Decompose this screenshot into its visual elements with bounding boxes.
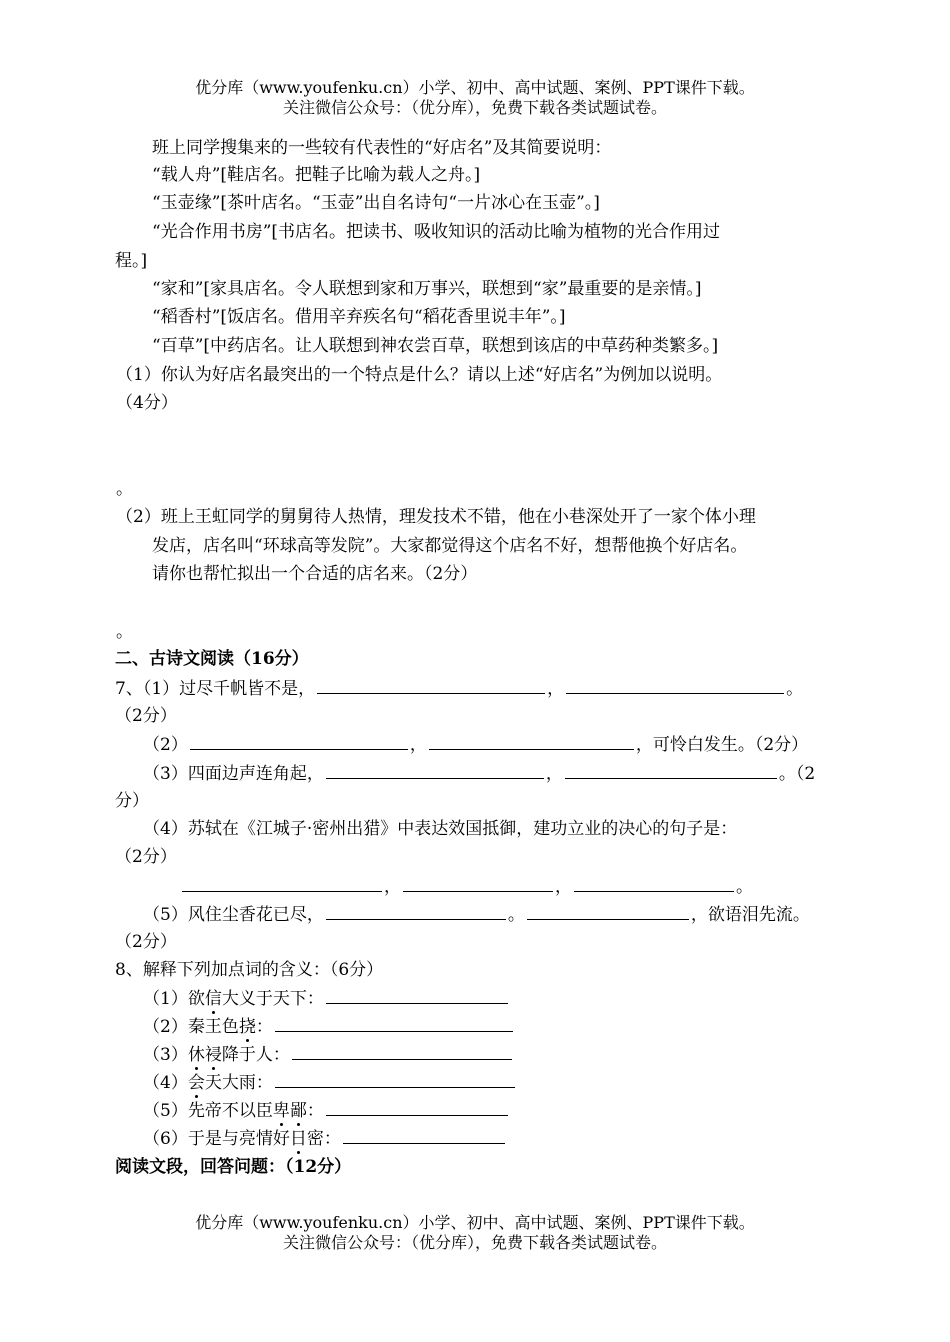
question-1-answer-end: 。 bbox=[116, 479, 133, 499]
intro-text: 班上同学搜集来的一些较有代表性的“好店名”及其简要说明： bbox=[152, 138, 612, 158]
q8-item-4 bbox=[143, 1071, 517, 1094]
answer-blank[interactable] bbox=[190, 733, 408, 750]
shop-item-5: “稻香村”[饭店名。借用辛弃疾名句“稻花香里说丰年”。] bbox=[152, 307, 566, 327]
q7-p3-suffix: 。（2 bbox=[778, 764, 816, 784]
q7-part-2 bbox=[143, 733, 808, 756]
q8-item-num: （4） bbox=[143, 1073, 188, 1093]
q8-text: 大义于天下： bbox=[221, 989, 324, 1009]
dotted-word: 卑 bbox=[272, 1101, 290, 1121]
comma: ， bbox=[555, 877, 572, 897]
q7-p3-prefix: （3）四面边声连角起， bbox=[143, 764, 324, 784]
header-line-2: 关注微信公众号：（优分库），免费下载各类试题试卷。 bbox=[282, 98, 667, 117]
answer-blank[interactable] bbox=[326, 762, 544, 779]
question-1-text: （1）你认为好店名最突出的一个特点是什么？请以上述“好店名”为例加以说明。 bbox=[116, 365, 723, 385]
shop-item-2: “玉壶缘”[茶叶店名。“玉壶”出自名诗句“一片冰心在玉壶”。] bbox=[152, 193, 600, 213]
shop-item-6: “百草”[中药店名。让人联想到神农尝百草，联想到该店的中草药种类繁多。] bbox=[152, 336, 719, 356]
q8-text: 天大雨： bbox=[204, 1073, 273, 1093]
shop-item-3-cont: 程。] bbox=[115, 251, 148, 271]
shop-item-3: “光合作用书房”[书店名。把读书、吸收知识的活动比喻为植物的光合作用过 bbox=[152, 222, 721, 242]
comma: ， bbox=[545, 764, 563, 784]
q7-part-1-score: （2分） bbox=[115, 706, 177, 726]
question-2-line-2: 发店，店名叫“环球高等发院”。大家都觉得这个店名不好，想帮他换个好店名。 bbox=[152, 536, 748, 556]
reading-section-title: 阅读文段，回答问题：（12分） bbox=[115, 1157, 352, 1177]
q7-part-3 bbox=[143, 762, 815, 785]
q7-p1-prefix: 7、（1）过尽千帆皆不是， bbox=[115, 679, 316, 699]
period: 。 bbox=[507, 905, 525, 925]
q8-item-1 bbox=[143, 987, 510, 1010]
answer-blank[interactable] bbox=[275, 1015, 513, 1032]
q8-item-6 bbox=[143, 1127, 507, 1150]
q8-text: ： bbox=[306, 1101, 324, 1121]
q8-text: 先帝不以臣 bbox=[187, 1101, 273, 1121]
q8-item-num: （2） bbox=[143, 1017, 188, 1037]
shop-item-4: “家和”[家具店名。令人联想到家和万事兴，联想到“家”最重要的是亲情。] bbox=[152, 279, 702, 299]
dotted-word: 会 bbox=[187, 1073, 205, 1093]
dotted-word: 信 bbox=[204, 989, 222, 1009]
comma: ， bbox=[384, 877, 401, 897]
footer-line-1: 优分库（www.youfenku.cn）小学、初中、高中试题、案例、PPT课件下载。 bbox=[195, 1213, 755, 1232]
q8-title: 8、解释下列加点词的含义：（6分） bbox=[115, 960, 384, 980]
q8-item-2 bbox=[143, 1015, 515, 1038]
q7-part-5-score: （2分） bbox=[115, 932, 177, 952]
answer-blank[interactable] bbox=[565, 762, 777, 779]
answer-blank[interactable] bbox=[527, 903, 689, 920]
q7-part-5 bbox=[143, 903, 810, 926]
answer-blank[interactable] bbox=[343, 1127, 505, 1144]
q8-item-num: （6） bbox=[143, 1129, 188, 1149]
answer-blank[interactable] bbox=[292, 1043, 512, 1060]
q8-text: 密： bbox=[306, 1129, 341, 1149]
q8-text: 于是与亮情好 bbox=[187, 1129, 290, 1149]
comma: ， bbox=[547, 679, 565, 699]
q8-item-num: （5） bbox=[143, 1101, 188, 1121]
answer-blank[interactable] bbox=[403, 875, 553, 892]
q7-p5-suffix: ，欲语泪先流。 bbox=[690, 905, 810, 925]
dotted-word: 鄙 bbox=[289, 1101, 307, 1121]
question-2-line-1: （2）班上王虹同学的舅舅待人热情，理发技术不错，他在小巷深处开了一家个体小理 bbox=[116, 507, 756, 527]
question-1-score: （4分） bbox=[116, 393, 178, 413]
q7-part-4: （4）苏轼在《江城子·密州出猎》中表达效国抵御，建功立业的决心的句子是： bbox=[143, 819, 738, 839]
q7-part-4-blanks bbox=[180, 875, 753, 898]
q8-item-3 bbox=[143, 1043, 514, 1066]
answer-blank[interactable] bbox=[429, 733, 634, 750]
section-2-title: 二、古诗文阅读（16分） bbox=[115, 649, 309, 669]
q8-text: ： bbox=[255, 1017, 273, 1037]
q7-part-3-score-end: 分） bbox=[115, 791, 149, 811]
dotted-word: 挠 bbox=[238, 1017, 256, 1037]
period: 。 bbox=[786, 679, 804, 699]
answer-blank[interactable] bbox=[326, 987, 508, 1004]
answer-blank[interactable] bbox=[574, 875, 734, 892]
dotted-word: 祲 bbox=[204, 1045, 222, 1065]
header-line-1: 优分库（www.youfenku.cn）小学、初中、高中试题、案例、PPT课件下载。 bbox=[195, 78, 755, 97]
question-2-answer-end: 。 bbox=[116, 622, 133, 642]
dotted-word: 休 bbox=[187, 1045, 205, 1065]
answer-blank[interactable] bbox=[275, 1071, 515, 1088]
q7-p5-prefix: （5）风住尘香花已尽， bbox=[143, 905, 324, 925]
answer-blank[interactable] bbox=[566, 677, 784, 694]
answer-blank[interactable] bbox=[317, 677, 545, 694]
q7-p2-prefix: （2） bbox=[143, 735, 188, 755]
q8-text: 降于人： bbox=[221, 1045, 290, 1065]
q8-text: 欲 bbox=[187, 989, 205, 1009]
q8-text: 秦王色 bbox=[187, 1017, 239, 1037]
question-2-line-3: 请你也帮忙拟出一个合适的店名来。（2分） bbox=[152, 564, 478, 584]
q8-item-5 bbox=[143, 1099, 510, 1122]
period: 。 bbox=[736, 877, 753, 897]
dotted-word: 日 bbox=[289, 1129, 307, 1149]
q7-p2-suffix: ，可怜白发生。（2分） bbox=[635, 735, 809, 755]
answer-blank[interactable] bbox=[326, 1099, 508, 1116]
comma: ， bbox=[409, 735, 427, 755]
q8-item-num: （3） bbox=[143, 1045, 188, 1065]
q8-item-num: （1） bbox=[143, 989, 188, 1009]
answer-blank[interactable] bbox=[182, 875, 382, 892]
q7-part-1 bbox=[115, 677, 803, 700]
q7-part-4-score: （2分） bbox=[115, 847, 177, 867]
answer-blank[interactable] bbox=[326, 903, 506, 920]
footer-line-2: 关注微信公众号：（优分库），免费下载各类试题试卷。 bbox=[282, 1233, 667, 1252]
shop-item-1: “载人舟”[鞋店名。把鞋子比喻为载人之舟。] bbox=[152, 165, 481, 185]
